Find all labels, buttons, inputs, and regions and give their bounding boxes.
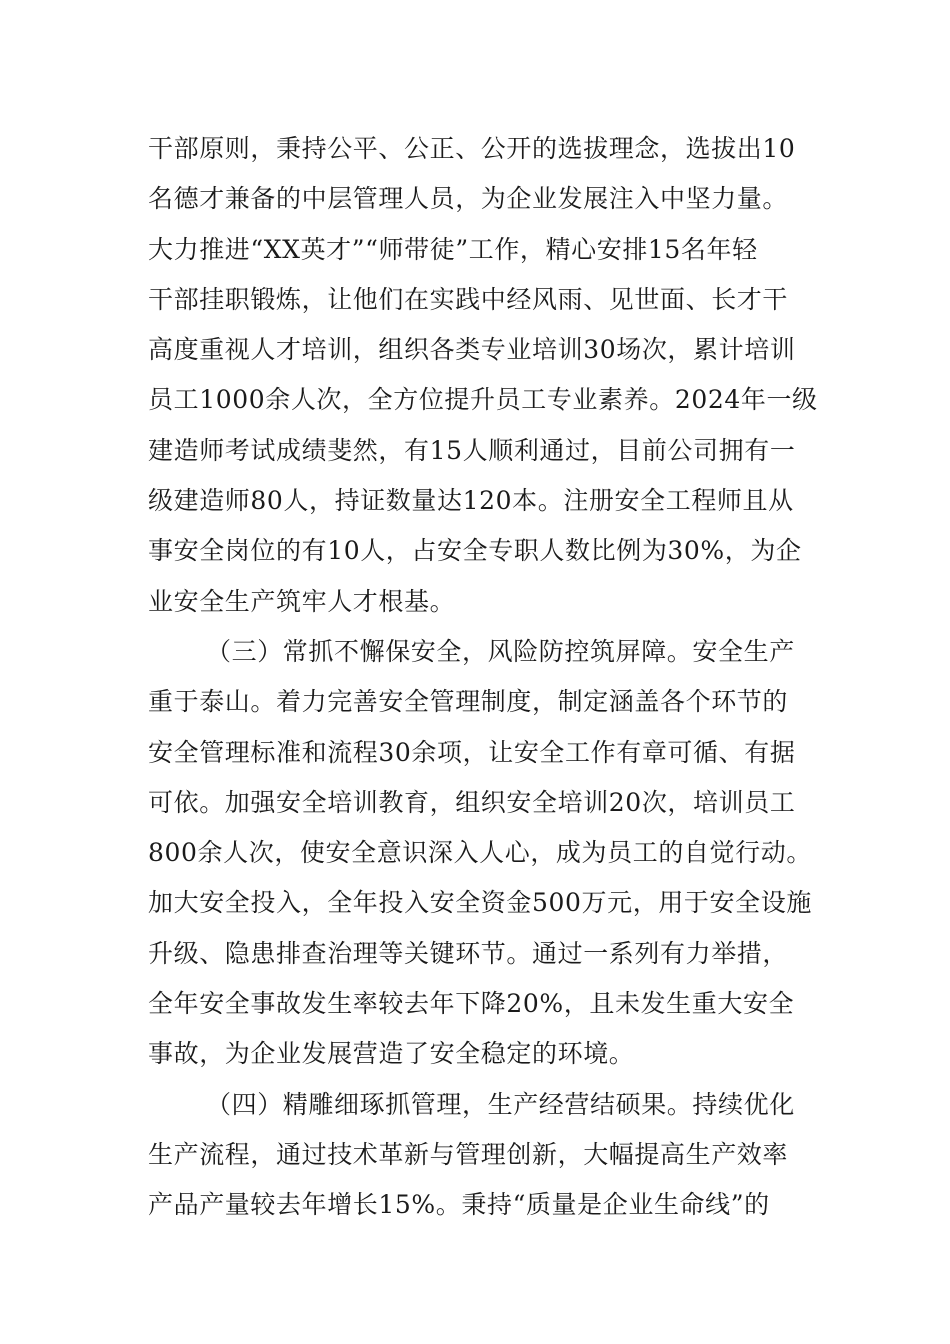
text-line: 高度重视人才培训，组织各类专业培训30场次，累计培训 — [148, 335, 796, 365]
section-heading-line: （四）精雕细琢抓管理，生产经营结硕果。持续优化 — [206, 1089, 795, 1119]
document-body — [148, 124, 818, 1231]
section-heading-line: （三）常抓不懈保安全，风险防控筑屏障。安全生产 — [206, 636, 795, 666]
text-line: 大力推进“XX英才”“师带徒”工作，精心安排15名年轻 — [148, 234, 758, 264]
text-line: 可依。加强安全培训教育，组织安全培训20次，培训员工 — [148, 787, 796, 817]
text-line: 员工1000余人次，全方位提升员工专业素养。2024年一级 — [148, 385, 818, 415]
text-line: 生产流程，通过技术革新与管理创新，大幅提高生产效率 — [148, 1139, 789, 1169]
text-line: 全年安全事故发生率较去年下降20%，且未发生重大安全 — [148, 989, 795, 1019]
text-line: 事安全岗位的有10人，占安全专职人数比例为30%，为企 — [148, 536, 802, 566]
text-line: 事故，为企业发展营造了安全稳定的环境。 — [148, 1039, 635, 1069]
text-line: 升级、隐患排查治理等关键环节。通过一系列有力举措， — [148, 938, 789, 968]
text-line: 安全管理标准和流程30余项，让安全工作有章可循、有据 — [148, 737, 796, 767]
text-line: 名德才兼备的中层管理人员，为企业发展注入中坚力量。 — [148, 184, 789, 214]
text-line: 业安全生产筑牢人才根基。 — [148, 586, 456, 616]
text-line: 加大安全投入，全年投入安全资金500万元，用于安全设施 — [148, 888, 812, 918]
text-line: 干部挂职锻炼，让他们在实践中经风雨、见世面、长才干 — [148, 284, 789, 314]
text-line: 重于泰山。着力完善安全管理制度，制定涵盖各个环节的 — [148, 687, 789, 717]
text-line: 800余人次，使安全意识深入人心，成为员工的自觉行动。 — [148, 838, 812, 868]
text-line: 级建造师80人，持证数量达120本。注册安全工程师且从 — [148, 486, 794, 516]
text-line: 产品产量较去年增长15%。秉持“质量是企业生命线”的 — [148, 1190, 770, 1220]
text-line: 干部原则，秉持公平、公正、公开的选拔理念，选拔出10 — [148, 134, 796, 163]
text-line: 建造师考试成绩斐然，有15人顺利通过，目前公司拥有一 — [148, 435, 796, 465]
